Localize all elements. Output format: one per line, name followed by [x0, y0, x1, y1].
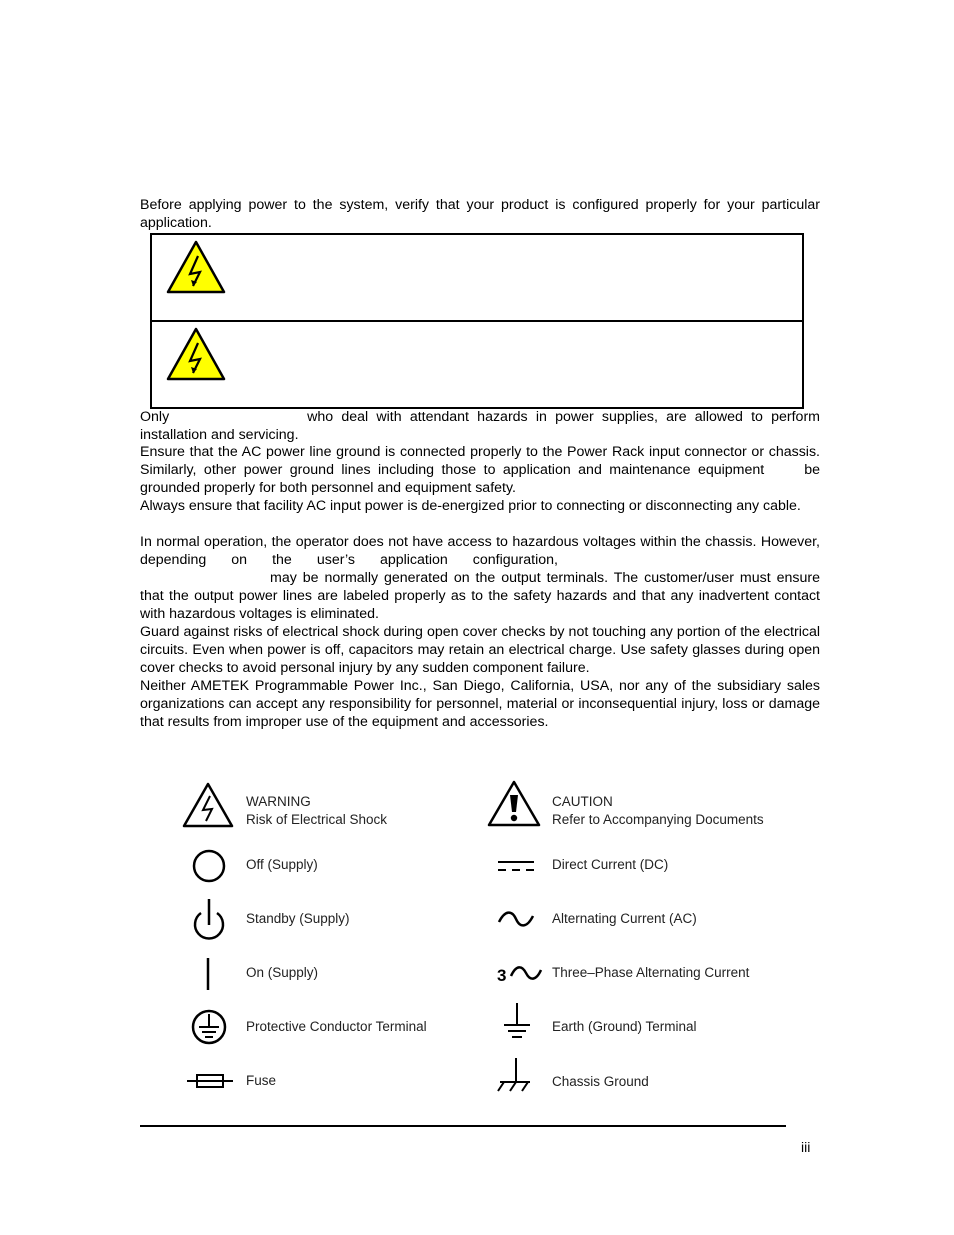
three-phase-label: Three–Phase Alternating Current: [552, 965, 750, 980]
footer-rule: [140, 1125, 786, 1127]
paragraph-ground: Ensure that the AC power line ground is connected properly to the Power Rack input connector or chassis. Similarly, other power ground lines including those to application and maintenance equipment be grounded properly for both personnel and equipment safety.: [140, 444, 820, 496]
alternating-current-label: Alternating Current (AC): [552, 911, 697, 926]
warning-row-1: [152, 235, 802, 322]
warning-box: [150, 233, 804, 409]
earth-ground-label: Earth (Ground) Terminal: [552, 1019, 697, 1034]
high-voltage-warning-icon: [166, 240, 226, 294]
chassis-ground-label: Chassis Ground: [552, 1074, 649, 1089]
direct-current-icon: [496, 857, 536, 875]
alternating-current-icon: [496, 908, 536, 930]
caution-label: CAUTION Refer to Accompanying Documents: [552, 794, 764, 827]
fuse-label: Fuse: [246, 1073, 277, 1088]
high-voltage-warning-icon: [166, 327, 226, 381]
paragraph-hazardous-voltages: In normal operation, the operator does not have access to hazardous voltages within the chassis. However, depending on the user’s application configuration,may be normally generated on the output terminals. The customer/user must ensure that the output power lines are labeled properly as to the safety hazards and that any inadvertent contact with hazardous voltages is eliminated.: [140, 534, 820, 622]
standby-icon: [189, 895, 229, 945]
three-phase-icon: [509, 962, 543, 984]
direct-current-label: Direct Current (DC): [552, 857, 669, 872]
paragraph-liability: Neither AMETEK Programmable Power Inc., San Diego, California, USA, nor any of the subsidiary sales organizations can accept any responsibility for personnel, material or inconsequential injury, loss or damage that results from improper use of the equipment and accessories.: [140, 678, 820, 730]
high-voltage-warning-icon: [181, 781, 235, 829]
chassis-ground-icon: [494, 1056, 534, 1094]
warning-label: WARNING Risk of Electrical Shock: [246, 794, 388, 827]
standby-label: Standby (Supply): [246, 911, 350, 926]
intro-paragraph: Before applying power to the system, verify that your product is configured properly for your particular application.: [140, 197, 820, 231]
paragraph-qualified-personnel: Only who deal with attendant hazards in power supplies, are allowed to perform installation and servicing.: [140, 409, 820, 443]
protective-conductor-icon: [189, 1007, 229, 1047]
caution-exclamation-icon: [486, 779, 542, 829]
fuse-icon: [185, 1070, 235, 1092]
page-number: iii: [801, 1139, 811, 1155]
three-phase-digit: 3: [497, 966, 507, 985]
off-supply-icon: [190, 847, 228, 885]
on-supply-icon: [200, 955, 216, 993]
earth-ground-icon: [500, 1001, 534, 1041]
paragraph-deenergize: Always ensure that facility AC input power is de-energized prior to connecting or disconnecting any cable.: [140, 498, 801, 514]
warning-row-2: [152, 322, 802, 407]
on-supply-label: On (Supply): [246, 965, 319, 980]
paragraph-open-cover: Guard against risks of electrical shock during open cover checks by not touching any portion of the electrical circuits. Even when power is off, capacitors may retain an electrical charge. Use safety glasses during open cover checks to avoid personal injury by any sudden component failure.: [140, 624, 820, 676]
protective-conductor-label: Protective Conductor Terminal: [246, 1019, 427, 1034]
off-supply-label: Off (Supply): [246, 857, 318, 872]
